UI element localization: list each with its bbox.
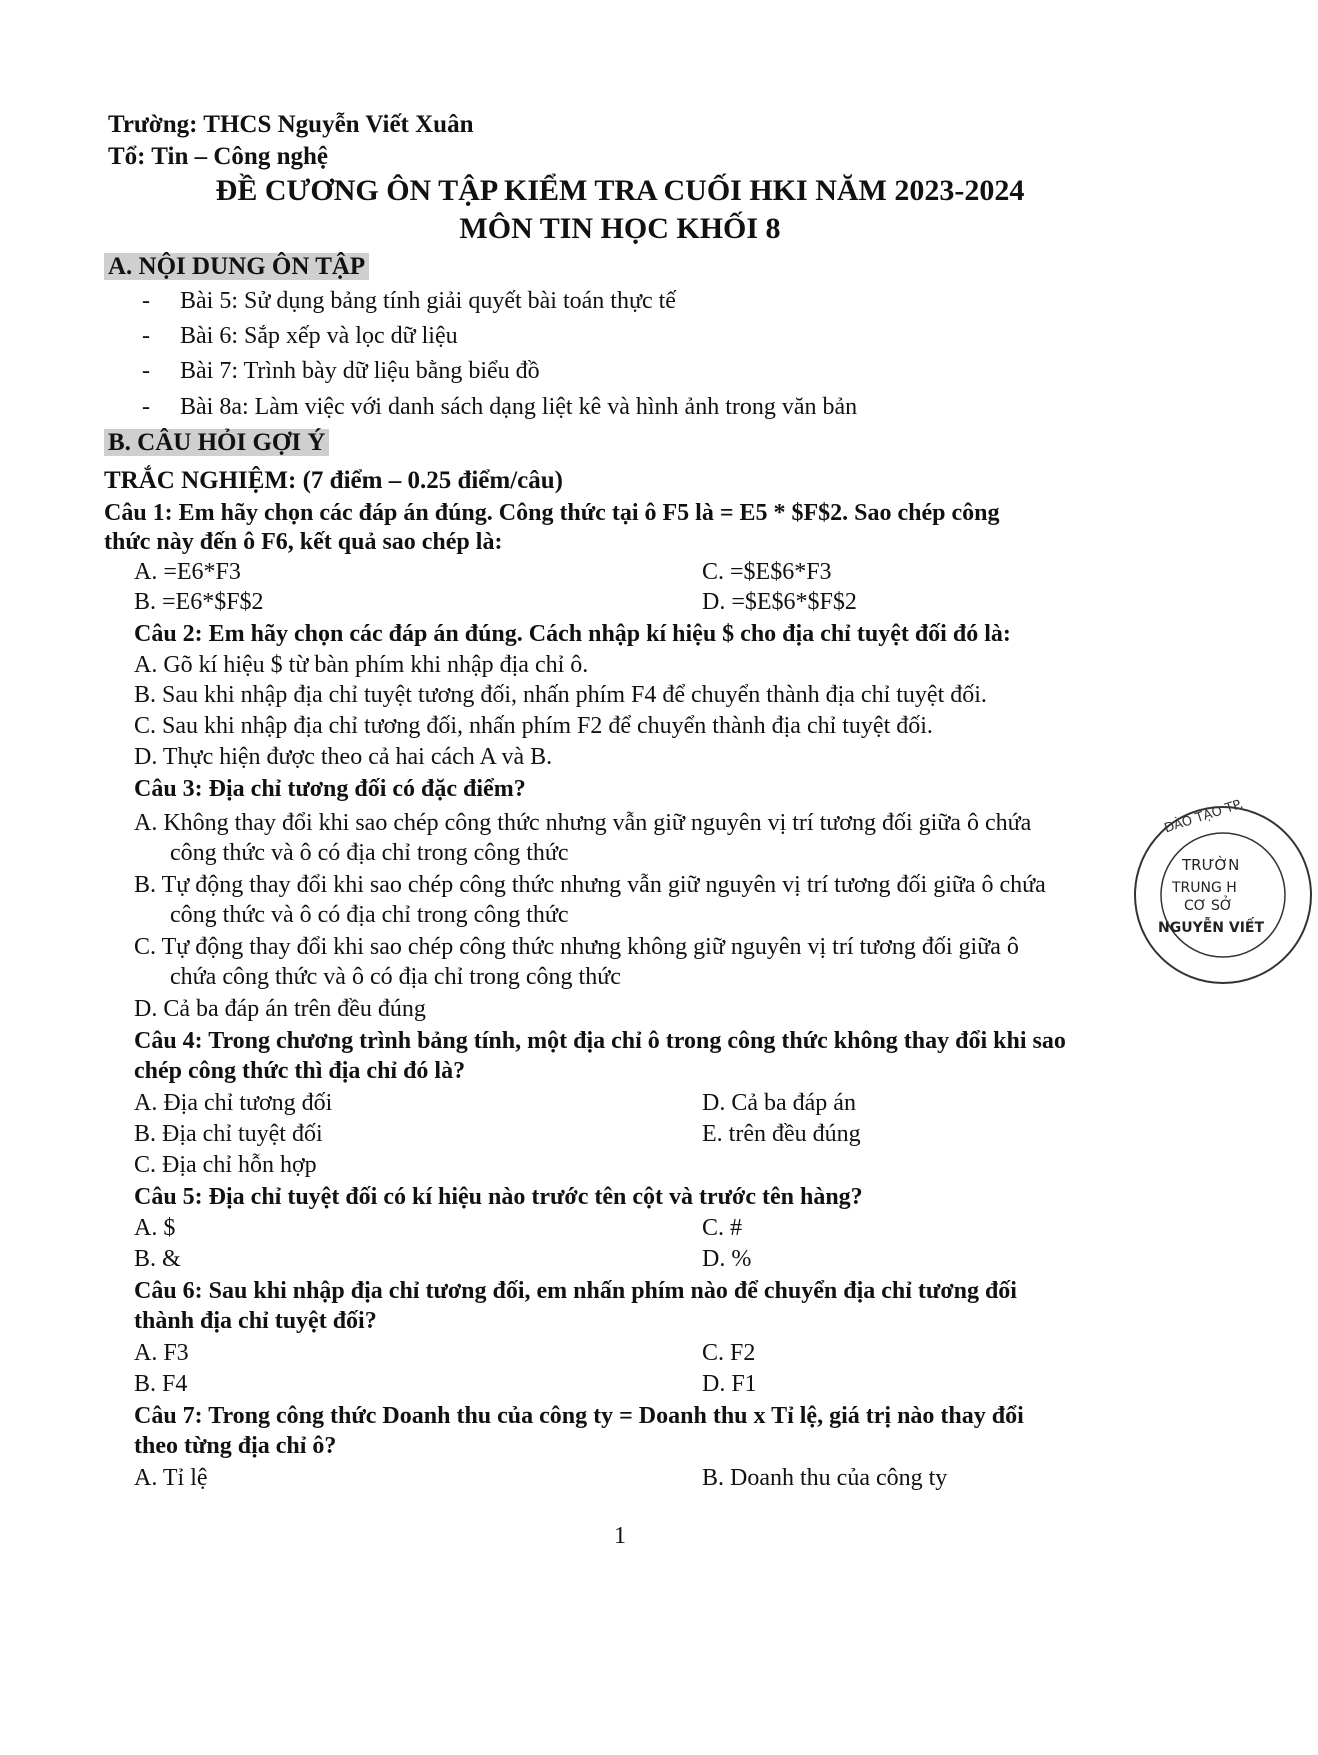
bullet-dash: -: [142, 394, 150, 420]
section-a-heading: A. NỘI DUNG ÔN TẬP: [104, 253, 369, 280]
document-subtitle: MÔN TIN HỌC KHỐI 8: [459, 212, 781, 245]
answer-option: C. =$E$6*F3: [702, 559, 832, 585]
answer-option: B. F4: [134, 1371, 188, 1397]
answer-option: D. Cả ba đáp án trên đều đúng: [134, 996, 426, 1022]
list-item: Bài 8a: Làm việc với danh sách dạng liệt kê và hình ảnh trong văn bản: [180, 394, 858, 420]
question-6-cont: thành địa chỉ tuyệt đối?: [134, 1308, 377, 1334]
answer-option-cont: công thức và ô có địa chỉ trong công thức: [170, 840, 569, 866]
stamp-ring-text: ĐÀO TẠO TP.: [1162, 796, 1246, 837]
question-5: Câu 5: Địa chỉ tuyệt đối có kí hiệu nào trước tên cột và trước tên hàng?: [134, 1184, 863, 1210]
list-item: Bài 6: Sắp xếp và lọc dữ liệu: [180, 323, 458, 349]
answer-option: A. Địa chỉ tương đối: [134, 1090, 333, 1116]
answer-option: A. Tỉ lệ: [134, 1465, 208, 1491]
answer-option: C. Tự động thay đổi khi sao chép công thức nhưng không giữ nguyên vị trí tương đối giữa ô: [134, 934, 1019, 960]
answer-option: A. $: [134, 1215, 176, 1241]
bullet-dash: -: [142, 323, 150, 349]
answer-option-cont: công thức và ô có địa chỉ trong công thức: [170, 902, 569, 928]
stamp-line: TRƯỜN: [1182, 856, 1240, 874]
stamp-seal-icon: [1128, 796, 1318, 990]
mc-heading: TRẮC NGHIỆM: (7 điểm – 0.25 điểm/câu): [104, 467, 563, 494]
answer-option: C. Địa chỉ hỗn hợp: [134, 1152, 317, 1178]
answer-option: C. F2: [702, 1340, 756, 1366]
question-3: Câu 3: Địa chỉ tương đối có đặc điểm?: [134, 776, 526, 802]
answer-option: B. &: [134, 1246, 181, 1272]
answer-option: C. Sau khi nhập địa chỉ tương đối, nhấn phím F2 để chuyển thành địa chỉ tuyệt đối.: [134, 713, 933, 739]
school-stamp: [1128, 796, 1265, 990]
answer-option: B. Địa chỉ tuyệt đối: [134, 1121, 323, 1147]
answer-option: B. Tự động thay đổi khi sao chép công thức nhưng vẫn giữ nguyên vị trí tương đối giữa ô chứa: [134, 872, 1046, 898]
bullet-dash: -: [142, 288, 150, 314]
question-4: Câu 4: Trong chương trình bảng tính, một địa chỉ ô trong công thức không thay đổi khi sao: [134, 1028, 1066, 1054]
section-b-heading: B. CÂU HỎI GỢI Ý: [104, 429, 329, 456]
answer-option: A. =E6*F3: [134, 559, 241, 585]
school-name: Trường: THCS Nguyễn Viết Xuân: [108, 111, 474, 138]
stamp-line: NGUYỄN VIẾT: [1158, 920, 1265, 936]
answer-option: D. Cả ba đáp án: [702, 1090, 856, 1116]
answer-option: D. Thực hiện được theo cả hai cách A và B.: [134, 744, 553, 770]
question-4-cont: chép công thức thì địa chỉ đó là?: [134, 1058, 466, 1084]
list-item: Bài 7: Trình bày dữ liệu bằng biểu đồ: [180, 358, 540, 384]
answer-option: D. %: [702, 1246, 752, 1272]
answer-option: B. Doanh thu của công ty: [702, 1465, 948, 1491]
answer-option: A. Không thay đổi khi sao chép công thức nhưng vẫn giữ nguyên vị trí tương đối giữa ô chứa: [134, 810, 1032, 836]
stamp-line: CƠ SỞ: [1184, 898, 1233, 914]
document-title: ĐỀ CƯƠNG ÔN TẬP KIỂM TRA CUỐI HKI NĂM 2023-2024: [215, 174, 1025, 207]
question-7: Câu 7: Trong công thức Doanh thu của công ty = Doanh thu x Tỉ lệ, giá trị nào thay đổi: [134, 1403, 1024, 1429]
page-number: 1: [614, 1523, 626, 1549]
list-item: Bài 5: Sử dụng bảng tính giải quyết bài toán thực tế: [180, 288, 676, 314]
answer-option: A. F3: [134, 1340, 189, 1366]
question-7-cont: theo từng địa chỉ ô?: [134, 1433, 337, 1459]
group-name: Tổ: Tin – Công nghệ: [108, 143, 328, 170]
question-1-cont: thức này đến ô F6, kết quả sao chép là:: [104, 529, 503, 555]
answer-option: D. F1: [702, 1371, 757, 1397]
answer-option: A. Gõ kí hiệu $ từ bàn phím khi nhập địa chỉ ô.: [134, 652, 589, 678]
answer-option: B. =E6*$F$2: [134, 589, 264, 615]
stamp-line: TRUNG H: [1172, 880, 1237, 896]
answer-option-cont: chứa công thức và ô có địa chỉ trong công thức: [170, 964, 621, 990]
answer-option: E. trên đều đúng: [702, 1121, 861, 1147]
question-1: Câu 1: Em hãy chọn các đáp án đúng. Công thức tại ô F5 là = E5 * $F$2. Sao chép công: [104, 500, 1000, 526]
answer-option: C. #: [702, 1215, 743, 1241]
question-6: Câu 6: Sau khi nhập địa chỉ tương đối, em nhấn phím nào để chuyển địa chỉ tương đối: [134, 1278, 1017, 1304]
answer-option: B. Sau khi nhập địa chỉ tuyệt tương đối, nhấn phím F4 để chuyển thành địa chỉ tuyệt đối.: [134, 682, 987, 708]
question-2: Câu 2: Em hãy chọn các đáp án đúng. Cách nhập kí hiệu $ cho địa chỉ tuyệt đối đó là:: [134, 621, 1011, 647]
bullet-dash: -: [142, 358, 150, 384]
answer-option: D. =$E$6*$F$2: [702, 589, 857, 615]
